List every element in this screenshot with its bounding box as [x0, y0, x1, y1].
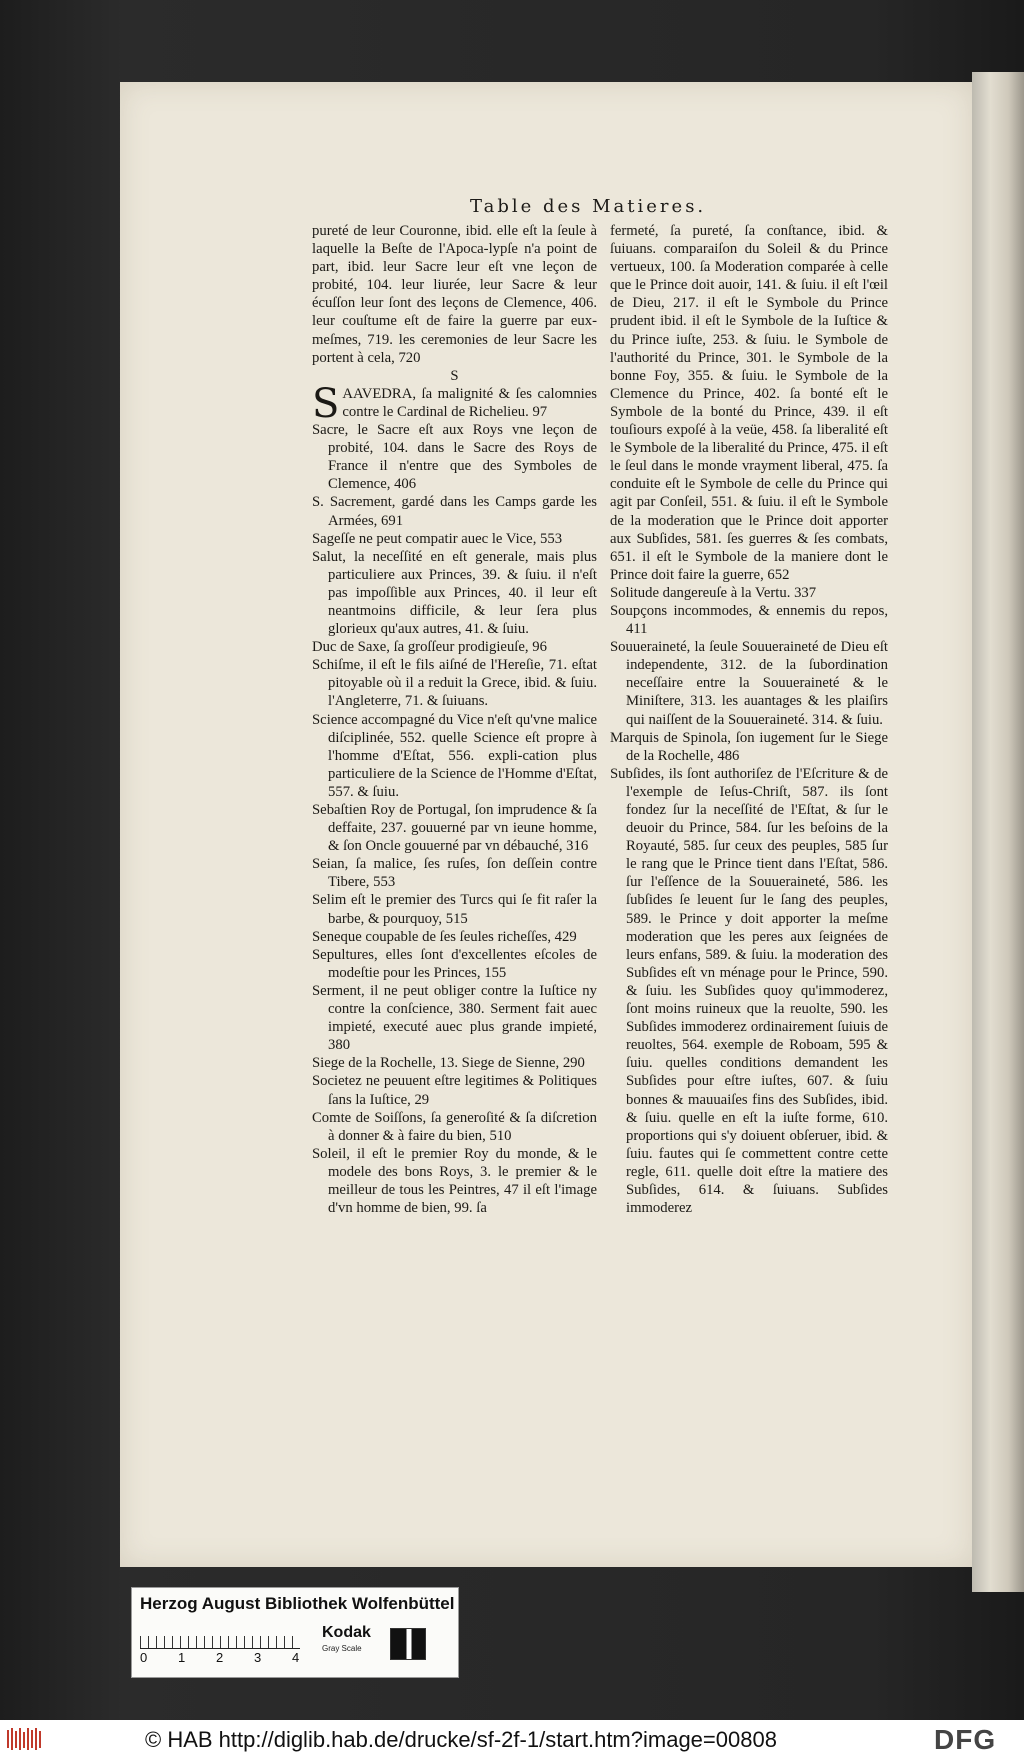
index-entry: Souueraineté, la ſeule Souueraineté de Dieu eſt independente, 312. de la ſubordination neceſſaire entre la Souueraineté & le Miniſtere, 313. les auantages & les plaiſirs qui naiſſent de la Souueraineté. 314. & ſuiu.: [610, 639, 888, 728]
index-column-right: [610, 222, 888, 1217]
index-entry: Marquis de Spinola, ſon iugement ſur le Siege de la Rochelle, 486: [610, 729, 888, 764]
source-url[interactable]: © HAB http://diglib.hab.de/drucke/sf-2f-1/start.htm?image=00808: [145, 1727, 777, 1752]
index-entry-continued: pureté de leur Couronne, ibid. elle eſt la ſeule à laquelle la Beſte de l'Apoca-lypſe n'a point de part, ibid. leur Sacre leur eſt vne leçon de probité, 104. leur liurée, leur Sacre & leur écuſſon leur ſont des leçons de Clemence, 406. leur couſtume eſt de faire la guerre par eux-meſmes, 719. les ceremonies de leur Sacre les portent à cela, 720: [312, 223, 597, 366]
index-entry: Siege de la Rochelle, 13. Siege de Sienne, 290: [312, 1055, 585, 1072]
drop-cap: S: [312, 380, 340, 427]
dfg-logo: DFG: [934, 1724, 997, 1755]
ruler-number: 4: [292, 1650, 300, 1665]
index-entry: Soleil, il eſt le premier Roy du monde, & le modele des bons Roys, 3. le premier & le meilleur de tous les Peintres, 47 il eſt l'image d'vn homme de bien, 99. ſa: [312, 1145, 597, 1217]
index-entry: Serment, il ne peut obliger contre la Iuſtice ny contre la conſcience, 380. Serment fait auec impieté, executé auec plus grande impieté, 380: [312, 982, 597, 1054]
index-column-left: [312, 222, 597, 1217]
index-entry: Science accompagné du Vice n'eſt qu'vne malice diſciplinée, 552. quelle Science eſt propre à l'homme d'Eſtat, 556. expli-cation plus particuliere de la Science de l'Homme d'Eſtat, 557. & ſuiu.: [312, 711, 597, 800]
index-entry: Solitude dangereuſe à la Vertu. 337: [610, 584, 817, 601]
index-entry: Salut, la neceſſité en eſt generale, mais plus particuliere aux Princes, 39. & ſuiu. il n'eſt pas impoſſible aux Princes, 40. il leur eſt neantmoins difficile, & leur ſera plus glorieux qu'aux autres, 41. & ſuiu.: [312, 548, 597, 638]
kodak-brand: Kodak: [322, 1624, 371, 1641]
index-entry: Societez ne peuuent eſtre legitimes & Politiques ſans la Iuſtice, 29: [312, 1073, 597, 1108]
index-entry: Sacre, le Sacre eſt aux Roys vne leçon de probité, 104. dans le Sacre des Roys de France il n'entre que des Symboles de Clemence, 406: [312, 422, 597, 493]
index-entry: Subſides, ils ſont authoriſez de l'Eſcriture & de l'exemple de Ieſus-Chriſt, 587. ils ſont fondez ſur la neceſſité de l'Eſtat, & ſur le deuoir du Prince, 584. ſur les beſoins de la Royauté, 585. ſur ceux des peuples, 585 ſur le rang que le Prince tient dans l'Eſtat, 586. ſur l'eſſence de la Souueraineté, 586. les ſubſides ſe leuent ſur le ſang des peuples, 589. le Prince y doit apporter la meſme moderation que les peres aux ſeignées de leurs enfans, 589. & ſuiu. la moderation des Subſides eſt vn ménage pour le Prince, 590. & ſuiu. les Subſides quoy qu'immoderez, ſont moins ruineux que la reuolte, 590. les Subſides immoderez ordinairement ſuiuis de reuoltes, 564. exemple de Roboam, 595 & ſuiu. quelles conditions demandent les Subſides pour eſtre iuſtes, 607. & ſuiu bonnes & mauuaiſes fins des Subſides, ibid. & ſuiu. quelle en eſt la iuſte forme, 610. proportions qui s'y doiuent obſeruer, ibid. & ſuiu. fautes qui ſe commettent contre cette regle, 611. quelle doit eſtre la matiere des Subſides, 614. & ſuiuans. Subſides immoderez: [610, 765, 888, 1217]
footer-bar: [0, 1720, 1024, 1759]
hab-logo-icon: [6, 1726, 46, 1752]
index-entry: Comte de Soiſſons, ſa generoſité & ſa diſcretion à donner & à faire du bien, 510: [312, 1109, 597, 1144]
scale-ruler: [140, 1624, 300, 1649]
index-entry: Sebaſtien Roy de Portugal, ſon imprudence & ſa deffaite, 237. gouuerné par vn ieune homme, & ſon Oncle gouuerné par vn débauché, 316: [312, 802, 597, 855]
ruler-number: 1: [178, 1650, 186, 1665]
ruler-number: 0: [140, 1650, 148, 1665]
index-entry: S. Sacrement, gardé dans les Camps garde les Armées, 691: [312, 494, 597, 529]
ruler-number: 2: [216, 1650, 224, 1665]
library-name: Herzog August Bibliothek Wolfenbüttel: [140, 1594, 455, 1613]
index-entry: Seneque coupable de ſes ſeules richeſſes, 429: [312, 928, 577, 945]
index-entry: Duc de Saxe, ſa groſſeur prodigieuſe, 96: [312, 639, 547, 656]
gray-scale-patch: [390, 1628, 426, 1660]
index-entry-text: AAVEDRA, ſa malignité & ſes calomnies contre le Cardinal de Richelieu. 97: [342, 385, 597, 420]
index-entry: Soupçons incommodes, & ennemis du repos, 411: [610, 602, 888, 638]
book-page-edge: [972, 72, 1024, 1592]
index-entry: Seian, ſa malice, ſes ruſes, ſon deſſein contre Tibere, 553: [312, 856, 597, 891]
index-entry: [312, 380, 597, 427]
index-entry-continued: fermeté, ſa pureté, ſa conſtance, ibid. & ſuiuans. comparaiſon du Soleil & du Prince vertueux, 100. ſa Moderation comparée à celle que le Prince doit auoir, 141. & ſuiu. il eſt l'œil de Dieu, 217. il eſt le Symbole du Prince prudent ibid. il eſt le Symbole de la Iuſtice & du Prince iuſte, 253. & ſuiu. le Symbole de l'authorité du Prince, 301. le Symbole de la bonne Foy, 355. & ſuiu. le Symbole de la Clemence du Prince, 402. ſa bonté eſt le Symbole de la bonté du Prince, 439. il eſt touſiours expoſé à la veüe, 458. ſa liberalité eſt le Symbole de la liberalité du Prince, 475. il eſt le ſeul dans le monde vrayment liberal, 475. ſa conduite eſt le Symbole de celle du Prince qui agit par Conſeil, 551. & ſuiu. il eſt le Symbole de la moderation que le Prince doit apporter aux Subſides, 581. ſes guerres & ſes combats, 651. il eſt le Symbole de la maniere dont le Prince doit faire la guerre, 652: [610, 223, 888, 583]
index-entry: Selim eſt le premier des Turcs qui ſe fit raſer la barbe, & pourquoy, 515: [312, 892, 597, 927]
gray-scale-caption: Gray Scale: [322, 1644, 362, 1653]
index-entry: Sageſſe ne peut compatir auec le Vice, 553: [312, 530, 563, 547]
index-entry: Schiſme, il eſt le fils aiſné de l'Hereſie, 71. eſtat pitoyable où il a reduit la Grece, ibid. & ſuiu. l'Angleterre, 71. & ſuiuans.: [312, 657, 597, 710]
ruler-number: 3: [254, 1650, 262, 1665]
section-letter: S: [450, 367, 459, 384]
running-title: Table des Matieres.: [470, 196, 707, 217]
index-entry: Sepultures, elles ſont d'excellentes eſcoles de modeſtie pour les Princes, 155: [312, 946, 597, 981]
library-label: [131, 1587, 459, 1678]
